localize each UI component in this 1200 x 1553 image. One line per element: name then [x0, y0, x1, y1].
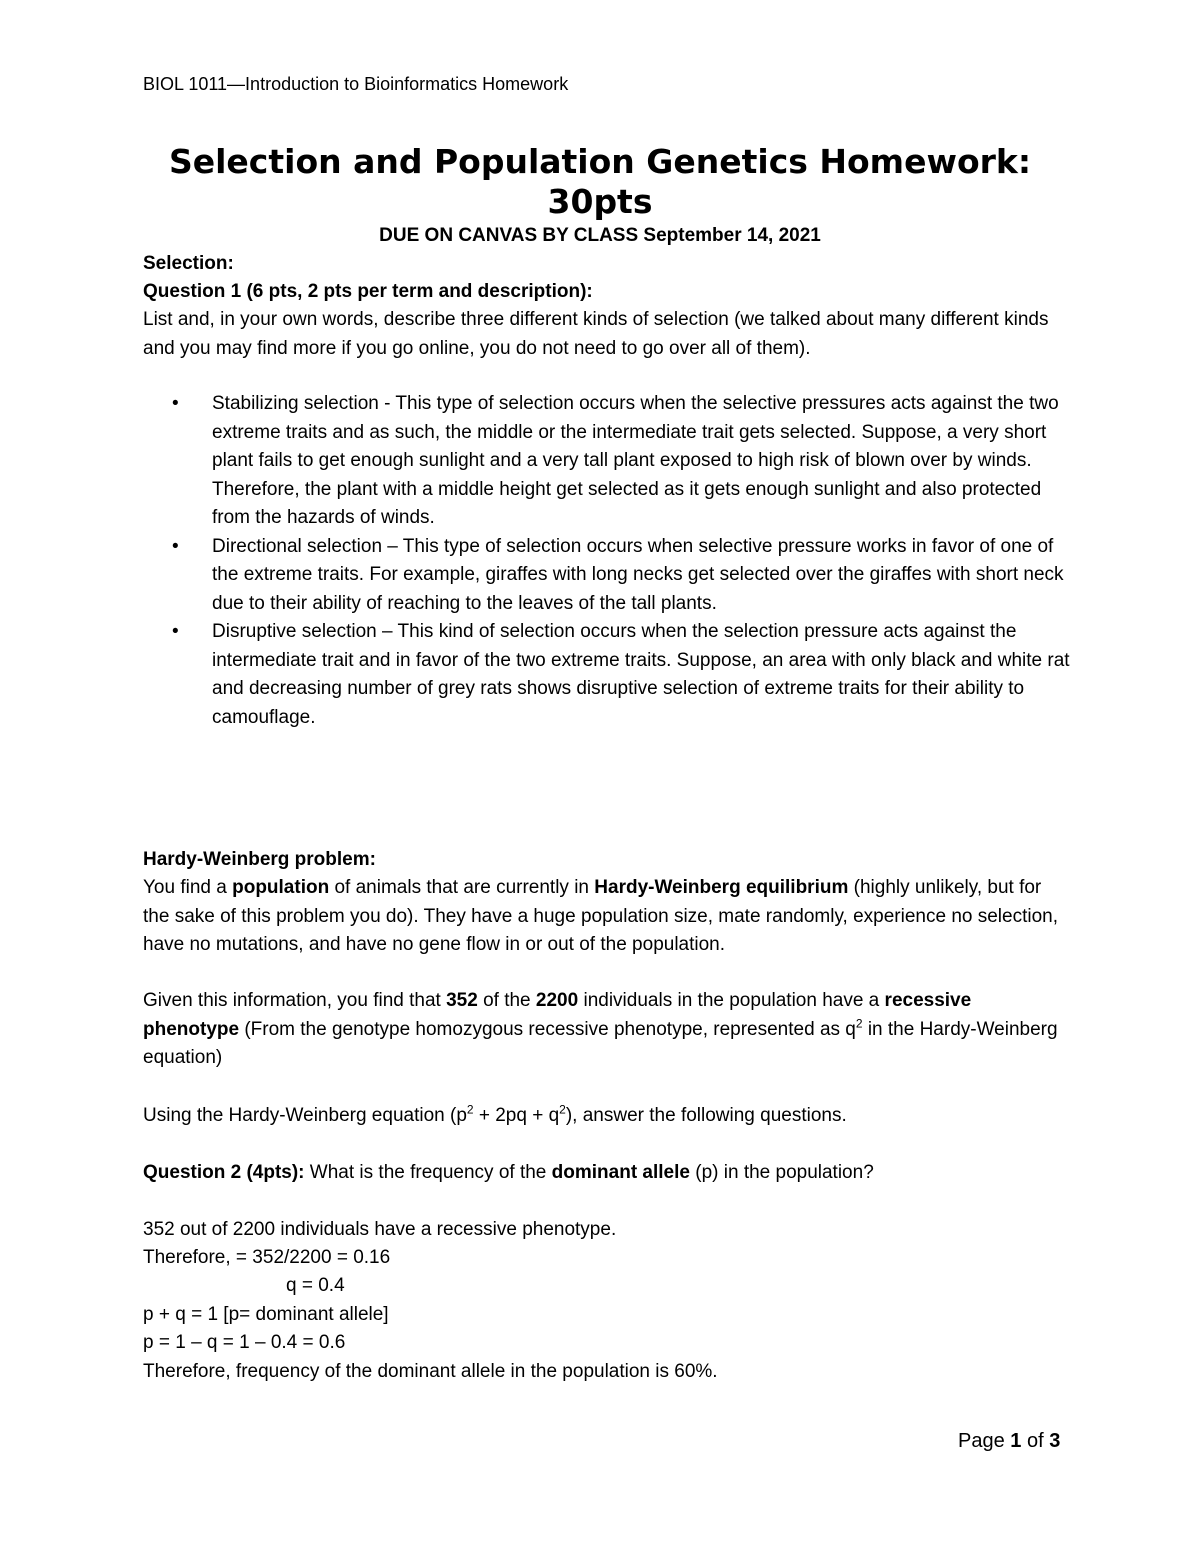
question-1-heading: Question 1 (6 pts, 2 pts per term and description):	[143, 281, 593, 302]
list-item	[172, 390, 1072, 533]
list-item	[172, 618, 1072, 732]
answer-line: q = 0.4	[286, 1275, 345, 1296]
page-number: Page 1 of 3	[958, 1430, 1061, 1452]
answer-line: Therefore, frequency of the dominant allele in the population is 60%.	[143, 1361, 718, 1382]
document-header: BIOL 1011—Introduction to Bioinformatics Homework	[143, 74, 569, 94]
hardy-weinberg-paragraph: You find a population of animals that are currently in Hardy-Weinberg equilibrium (highly unlikely, but for the sake of this problem you do). They have a huge population size, mate randomly, experience no selection, have no mutations, and have no gene flow in or out of the population.	[143, 877, 1059, 955]
answer-line: Therefore, = 352/2200 = 0.16	[143, 1247, 391, 1268]
disruptive-selection-text: Disruptive selection – This kind of selection occurs when the selection pressure acts against the intermediate trait and in favor of the two extreme traits. Suppose, an area with only black and white rat and decreasing number of grey rats shows disruptive selection of extreme traits for their ability to camouflage.	[212, 621, 1070, 728]
list-item	[172, 533, 1072, 619]
selection-types-list	[172, 390, 1072, 732]
bullet-icon: •	[172, 393, 179, 414]
bullet-icon: •	[172, 535, 179, 557]
equation-paragraph: Using the Hardy-Weinberg equation $(p^2 + 2pq + q^2)$, answer the following questions.	[143, 1102, 847, 1126]
bullet-icon: •	[172, 621, 179, 642]
answer-line: p = 1 – q = 1 – 0.4 = 0.6	[143, 1332, 346, 1353]
question-1-prompt: List and, in your own words, describe three different kinds of selection (we talked about many different kinds and you may find more if you go online, you do not need to go over all of them).	[143, 309, 1049, 359]
question-2: Question 2 (4pts): What is the frequency of the dominant allele (p) in the population?	[143, 1162, 874, 1183]
given-information-paragraph: Given this information, you find that 352 of the 2200 individuals in the population have a recessive phenotype (From the genotype homozygous recessive phenotype, represented as $q^2$ in the Hardy-Weinberg equation)	[143, 990, 1058, 1068]
stabilizing-selection-text: Stabilizing selection - This type of selection occurs when the selective pressures acts against the two extreme traits and as such, the middle or the intermediate trait gets selected. Suppose, a very short plant fails to get enough sunlight and a very tall plant exposed to high risk of blown over by winds. Therefore, the plant with a middle height get selected as it gets enough sunlight and also protected from the hazards of winds.	[212, 393, 1059, 528]
directional-selection-text: Directional selection – This type of selection occurs when selective pressure works in favor of one of the extreme traits. For example, giraffes with long necks get selected over the giraffes with short neck due to their ability of reaching to the leaves of the tall plants.	[212, 535, 1064, 614]
page-title-points: 30pts	[547, 182, 653, 221]
due-date: DUE ON CANVAS BY CLASS September 14, 2021	[379, 225, 821, 246]
page-title: Selection and Population Genetics Homework:	[168, 142, 1032, 181]
selection-heading: Selection:	[143, 253, 234, 274]
answer-line: p + q = 1 [p= dominant allele]	[143, 1304, 389, 1325]
hardy-weinberg-heading: Hardy-Weinberg problem:	[143, 849, 376, 870]
answer-line: 352 out of 2200 individuals have a recessive phenotype.	[143, 1219, 617, 1240]
